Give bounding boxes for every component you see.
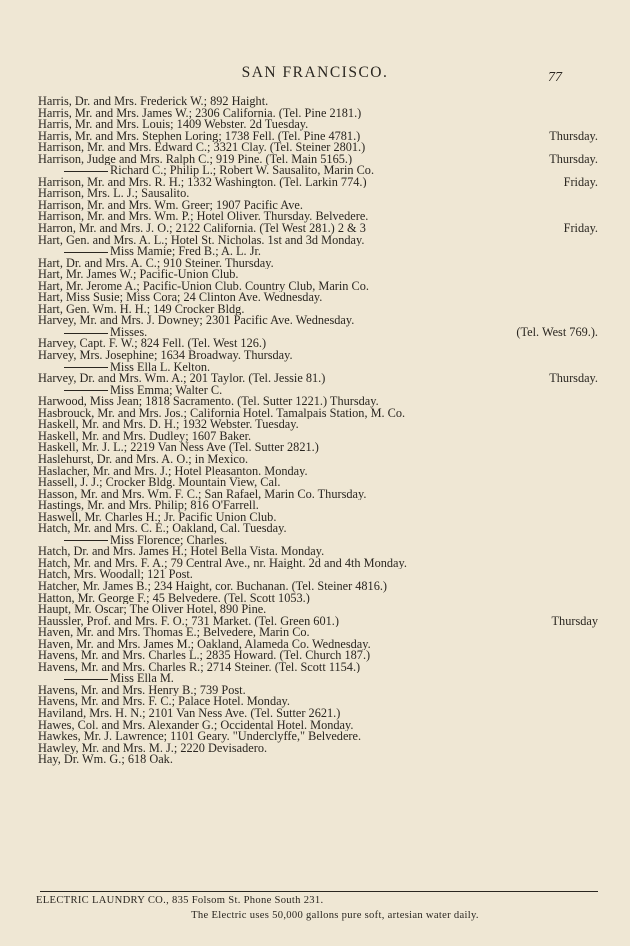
directory-entry xyxy=(38,613,598,628)
entry-text xyxy=(38,269,238,281)
continuation-dash xyxy=(64,252,108,253)
entry-text xyxy=(38,327,147,339)
directory-entry xyxy=(38,200,598,212)
entry-text-content: Harrison, Mr. and Mrs. Wm. P.; Hotel Oliver. Thursday. Belvedere. xyxy=(38,211,369,224)
directory-entry xyxy=(38,662,598,674)
entry-text-content: Hasbrouck, Mr. and Mrs. Jos.; California Hotel. Tamalpais Station, M. Co. xyxy=(38,407,406,420)
directory-sub-entry xyxy=(38,673,598,685)
entry-text xyxy=(38,177,367,189)
entry-text xyxy=(38,696,290,708)
entry-text-content: Harvey, Mr. and Mrs. J. Downey; 2301 Pacific Ave. Wednesday. xyxy=(38,315,355,327)
entry-text xyxy=(38,720,353,732)
entry-text xyxy=(38,200,303,212)
directory-entry xyxy=(38,174,598,189)
footer-tagline: The Electric uses 50,000 gallons pure soft, artesian water daily. xyxy=(191,910,479,921)
entry-text-content: Miss Ella L. Kelton. xyxy=(110,361,211,374)
directory-entry xyxy=(38,500,598,512)
entry-text-content: Hart, Gen. Wm. H. H.; 149 Crocker Bldg. xyxy=(38,303,245,316)
entry-text xyxy=(38,431,251,443)
directory-sub-entry xyxy=(38,246,598,258)
directory-entry xyxy=(38,650,598,662)
entry-text-content: Misses. xyxy=(110,326,148,339)
directory-entry xyxy=(38,442,598,454)
entry-text xyxy=(38,292,322,304)
entry-text-content: Havens, Mr. and Mrs. Charles R.; 2714 Steiner. (Tel. Scott 1154.) xyxy=(38,661,361,674)
directory-entry xyxy=(38,142,598,154)
entry-text-content: Harron, Mr. and Mrs. J. O.; 2122 California. (Tel West 281.) 2 & 3 xyxy=(38,223,366,235)
entry-text xyxy=(38,593,310,605)
directory-entry xyxy=(38,558,598,570)
entry-right-text: Friday. xyxy=(563,221,598,236)
entry-text-content: Hawkes, Mr. J. Lawrence; 1101 Geary. "Underclyffe," Belvedere. xyxy=(38,731,362,743)
entry-text-content: Harrison, Judge and Mrs. Ralph C.; 919 Pine. (Tel. Main 5165.) xyxy=(38,153,353,166)
entry-text xyxy=(38,731,361,743)
entry-text xyxy=(38,338,266,350)
entry-text-content: Harris, Dr. and Mrs. Frederick W.; 892 Haight. xyxy=(38,96,269,108)
entry-right-text: Thursday. xyxy=(549,371,598,386)
directory-entry xyxy=(38,269,598,281)
entry-text xyxy=(38,350,293,362)
directory-entries xyxy=(38,96,598,766)
footer-advertisement: ELECTRIC LAUNDRY CO., 835 Folsom St. Phone South 231. xyxy=(36,895,324,906)
entry-text xyxy=(38,396,379,408)
entry-right-text: Thursday. xyxy=(549,128,598,143)
directory-entry xyxy=(38,569,598,581)
directory-entry xyxy=(38,512,598,524)
entry-text xyxy=(38,258,274,270)
entry-text-content: Haslehurst, Dr. and Mrs. A. O.; in Mexico. xyxy=(38,453,249,466)
entry-text-content: Haskell, Mr. and Mrs. Dudley; 1607 Baker. xyxy=(38,430,252,443)
entry-text xyxy=(38,281,369,293)
directory-entry xyxy=(38,350,598,362)
entry-text-content: Hart, Mr. James W.; Pacific-Union Club. xyxy=(38,269,239,281)
directory-entry xyxy=(38,151,598,166)
entry-text xyxy=(38,512,276,524)
entry-text-content: Havens, Mr. and Mrs. Henry B.; 739 Post. xyxy=(38,684,246,697)
directory-entry xyxy=(38,627,598,639)
entry-text-content: Hart, Mr. Jerome A.; Pacific-Union Club. Country Club, Marin Co. xyxy=(38,280,369,293)
entry-text-content: Hart, Dr. and Mrs. A. C.; 910 Steiner. Thursday. xyxy=(38,257,274,270)
directory-entry xyxy=(38,292,598,304)
directory-entry xyxy=(38,338,598,350)
entry-text xyxy=(38,142,365,154)
entry-text xyxy=(38,119,308,131)
entry-text xyxy=(38,454,248,466)
entry-text-content: Harrison, Mrs. L. J.; Sausalito. xyxy=(38,188,190,200)
directory-entry xyxy=(38,696,598,708)
continuation-dash xyxy=(64,540,108,541)
entry-text-content: Haswell, Mr. Charles H.; Jr. Pacific Union Club. xyxy=(38,511,277,524)
entry-text xyxy=(38,558,407,570)
entry-text-content: Hastings, Mr. and Mrs. Philip; 816 O'Farrell. xyxy=(38,500,259,512)
directory-entry xyxy=(38,211,598,223)
directory-entry xyxy=(38,396,598,408)
entry-text xyxy=(38,477,280,489)
entry-text xyxy=(38,315,354,327)
entry-text xyxy=(38,500,259,512)
entry-text-content: Haslacher, Mr. and Mrs. J.; Hotel Pleasanton. Monday. xyxy=(38,465,308,478)
entry-text-content: Harris, Mr. and Mrs. Stephen Loring; 1738 Fell. (Tel. Pine 4781.) xyxy=(38,130,361,143)
directory-entry xyxy=(38,304,598,316)
entry-text-content: Miss Florence; Charles. xyxy=(110,534,228,547)
entry-text xyxy=(38,165,374,177)
continuation-dash xyxy=(64,390,108,391)
entry-text xyxy=(38,523,287,535)
entry-text-content: Haven, Mr. and Mrs. James M.; Oakland, Alameda Co. Wednesday. xyxy=(38,638,371,651)
entry-text-content: Miss Ella M. xyxy=(110,673,174,685)
entry-text-content: Haviland, Mrs. H. N.; 2101 Van Ness Ave. (Tel. Sutter 2621.) xyxy=(38,707,341,720)
footer-divider xyxy=(40,891,598,892)
entry-text xyxy=(38,604,266,616)
entry-text-content: Hawes, Col. and Mrs. Alexander G.; Occidental Hotel. Monday. xyxy=(38,719,354,732)
entry-text-content: Haskell, Mr. J. L.; 2219 Van Ness Ave (Tel. Sutter 2821.) xyxy=(38,442,319,454)
entry-text-content: Harris, Mr. and Mrs. Louis; 1409 Webster. 2d Tuesday. xyxy=(38,119,309,131)
directory-entry xyxy=(38,128,598,143)
directory-entry xyxy=(38,108,598,120)
directory-entry xyxy=(38,419,598,431)
entry-text-content: Richard C.; Philip L.; Robert W. Sausalito, Marin Co. xyxy=(110,165,375,177)
entry-text xyxy=(38,223,366,235)
entry-text-content: Hatch, Dr. and Mrs. James H.; Hotel Bella Vista. Monday. xyxy=(38,546,325,558)
directory-sub-entry xyxy=(38,535,598,547)
directory-entry xyxy=(38,119,598,131)
entry-text-content: Miss Mamie; Fred B.; A. L. Jr. xyxy=(110,246,261,258)
continuation-dash xyxy=(64,333,108,334)
entry-text xyxy=(38,639,371,651)
directory-entry xyxy=(38,223,598,235)
directory-entry xyxy=(38,489,598,501)
page-title: SAN FRANCISCO. xyxy=(241,64,389,81)
entry-text-content: Hatch, Mr. and Mrs. F. A.; 79 Central Ave., nr. Haight. 2d and 4th Monday. xyxy=(38,557,407,570)
directory-sub-entry xyxy=(38,385,598,397)
entry-text xyxy=(38,662,360,674)
entry-text-content: Havens, Mr. and Mrs. Charles L.; 2835 Howard. (Tel. Church 187.) xyxy=(38,650,371,662)
entry-text xyxy=(38,246,261,258)
directory-entry xyxy=(38,685,598,697)
entry-text-content: Hart, Miss Susie; Miss Cora; 24 Clinton Ave. Wednesday. xyxy=(38,292,323,304)
entry-text-content: Haussler, Prof. and Mrs. F. O.; 731 Market. (Tel. Green 601.) xyxy=(38,615,339,628)
directory-entry xyxy=(38,731,598,743)
directory-entry xyxy=(38,708,598,720)
entry-text xyxy=(38,569,193,581)
entry-text-content: Hasson, Mr. and Mrs. Wm. F. C.; San Rafael, Marin Co. Thursday. xyxy=(38,488,367,501)
entry-text xyxy=(38,650,370,662)
entry-text xyxy=(38,546,324,558)
entry-text-content: Hatch, Mr. and Mrs. C. E.; Oakland, Cal. Tuesday. xyxy=(38,523,287,535)
entry-text-content: Miss Emma; Walter C. xyxy=(110,384,223,397)
directory-entry xyxy=(38,466,598,478)
entry-text-content: Haskell, Mr. and Mrs. D. H.; 1932 Webster. Tuesday. xyxy=(38,419,299,431)
entry-text-content: Haven, Mr. and Mrs. Thomas E.; Belvedere, Marin Co. xyxy=(38,627,310,639)
entry-text xyxy=(38,442,319,454)
entry-text xyxy=(38,743,267,755)
directory-entry xyxy=(38,281,598,293)
directory-entry xyxy=(38,258,598,270)
directory-entry xyxy=(38,754,598,766)
directory-entry xyxy=(38,523,598,535)
directory-entry xyxy=(38,431,598,443)
entry-text xyxy=(38,304,244,316)
directory-sub-entry xyxy=(38,165,598,177)
entry-text xyxy=(38,131,360,143)
entry-text xyxy=(38,489,366,501)
entry-text xyxy=(38,235,364,247)
entry-text-content: Havens, Mr. and Mrs. F. C.; Palace Hotel. Monday. xyxy=(38,696,290,708)
entry-text-content: Hatch, Mrs. Woodall; 121 Post. xyxy=(38,569,193,581)
directory-entry xyxy=(38,188,598,200)
directory-entry xyxy=(38,454,598,466)
entry-text xyxy=(38,685,246,697)
entry-right-text: Friday. xyxy=(563,174,598,189)
entry-right-text: Thursday xyxy=(551,613,598,628)
entry-text xyxy=(38,373,325,385)
directory-entry xyxy=(38,315,598,327)
entry-text xyxy=(38,419,299,431)
entry-text-content: Hassell, J. J.; Crocker Bldg. Mountain View, Cal. xyxy=(38,477,281,489)
entry-text-content: Harris, Mr. and Mrs. James W.; 2306 California. (Tel. Pine 2181.) xyxy=(38,107,362,120)
entry-text-content: Hay, Dr. Wm. G.; 618 Oak. xyxy=(38,754,173,766)
entry-text-content: Hart, Gen. and Mrs. A. L.; Hotel St. Nicholas. 1st and 3d Monday. xyxy=(38,234,365,247)
entry-text-content: Haupt, Mr. Oscar; The Oliver Hotel, 890 Pine. xyxy=(38,604,267,616)
entry-text xyxy=(38,96,268,108)
page-number: 77 xyxy=(548,70,562,85)
directory-sub-entry xyxy=(38,362,598,374)
entry-text xyxy=(38,673,174,685)
entry-text-content: Harrison, Mr. and Mrs. Wm. Greer; 1907 Pacific Ave. xyxy=(38,199,303,212)
entry-right-text: Thursday. xyxy=(549,151,598,166)
entry-text-content: Harvey, Dr. and Mrs. Wm. A.; 201 Taylor. (Tel. Jessie 81.) xyxy=(38,373,326,385)
continuation-dash xyxy=(64,171,108,172)
directory-entry xyxy=(38,593,598,605)
entry-text xyxy=(38,408,405,420)
entry-text xyxy=(38,616,339,628)
entry-text xyxy=(38,535,227,547)
entry-text-content: Hawley, Mr. and Mrs. M. J.; 2220 Devisadero. xyxy=(38,742,268,755)
entry-text-content: Harwood, Miss Jean; 1818 Sacramento. (Tel. Sutter 1221.) Thursday. xyxy=(38,396,379,408)
directory-entry xyxy=(38,581,598,593)
entry-text-content: Harrison, Mr. and Mrs. Edward C.; 3321 Clay. (Tel. Steiner 2801.) xyxy=(38,142,366,154)
entry-text-content: Hatton, Mr. George F.; 45 Belvedere. (Tel. Scott 1053.) xyxy=(38,592,310,605)
directory-entry xyxy=(38,408,598,420)
entry-text xyxy=(38,754,173,766)
entry-text xyxy=(38,154,352,166)
entry-text xyxy=(38,466,308,478)
entry-text-content: Hatcher, Mr. James B.; 234 Haight, cor. Buchanan. (Tel. Steiner 4816.) xyxy=(38,580,388,593)
directory-entry xyxy=(38,235,598,247)
entry-text xyxy=(38,581,387,593)
continuation-dash xyxy=(64,679,108,680)
directory-entry xyxy=(38,96,598,108)
entry-text xyxy=(38,385,222,397)
directory-entry xyxy=(38,743,598,755)
entry-text-content: Harvey, Mrs. Josephine; 1634 Broadway. Thursday. xyxy=(38,350,293,362)
directory-entry xyxy=(38,720,598,732)
directory-entry xyxy=(38,639,598,651)
entry-text-content: Harrison, Mr. and Mrs. R. H.; 1332 Washington. (Tel. Larkin 774.) xyxy=(38,176,367,189)
entry-text xyxy=(38,627,310,639)
entry-text xyxy=(38,108,361,120)
entry-text xyxy=(38,362,210,374)
directory-entry xyxy=(38,373,598,385)
entry-text xyxy=(38,211,368,223)
continuation-dash xyxy=(64,367,108,368)
directory-entry xyxy=(38,604,598,616)
entry-right-text: (Tel. West 769.). xyxy=(516,324,598,339)
directory-entry xyxy=(38,477,598,489)
entry-text xyxy=(38,708,340,720)
directory-entry xyxy=(38,546,598,558)
directory-sub-entry xyxy=(38,324,598,339)
entry-text xyxy=(38,188,189,200)
entry-text-content: Harvey, Capt. F. W.; 824 Fell. (Tel. West 126.) xyxy=(38,338,267,351)
